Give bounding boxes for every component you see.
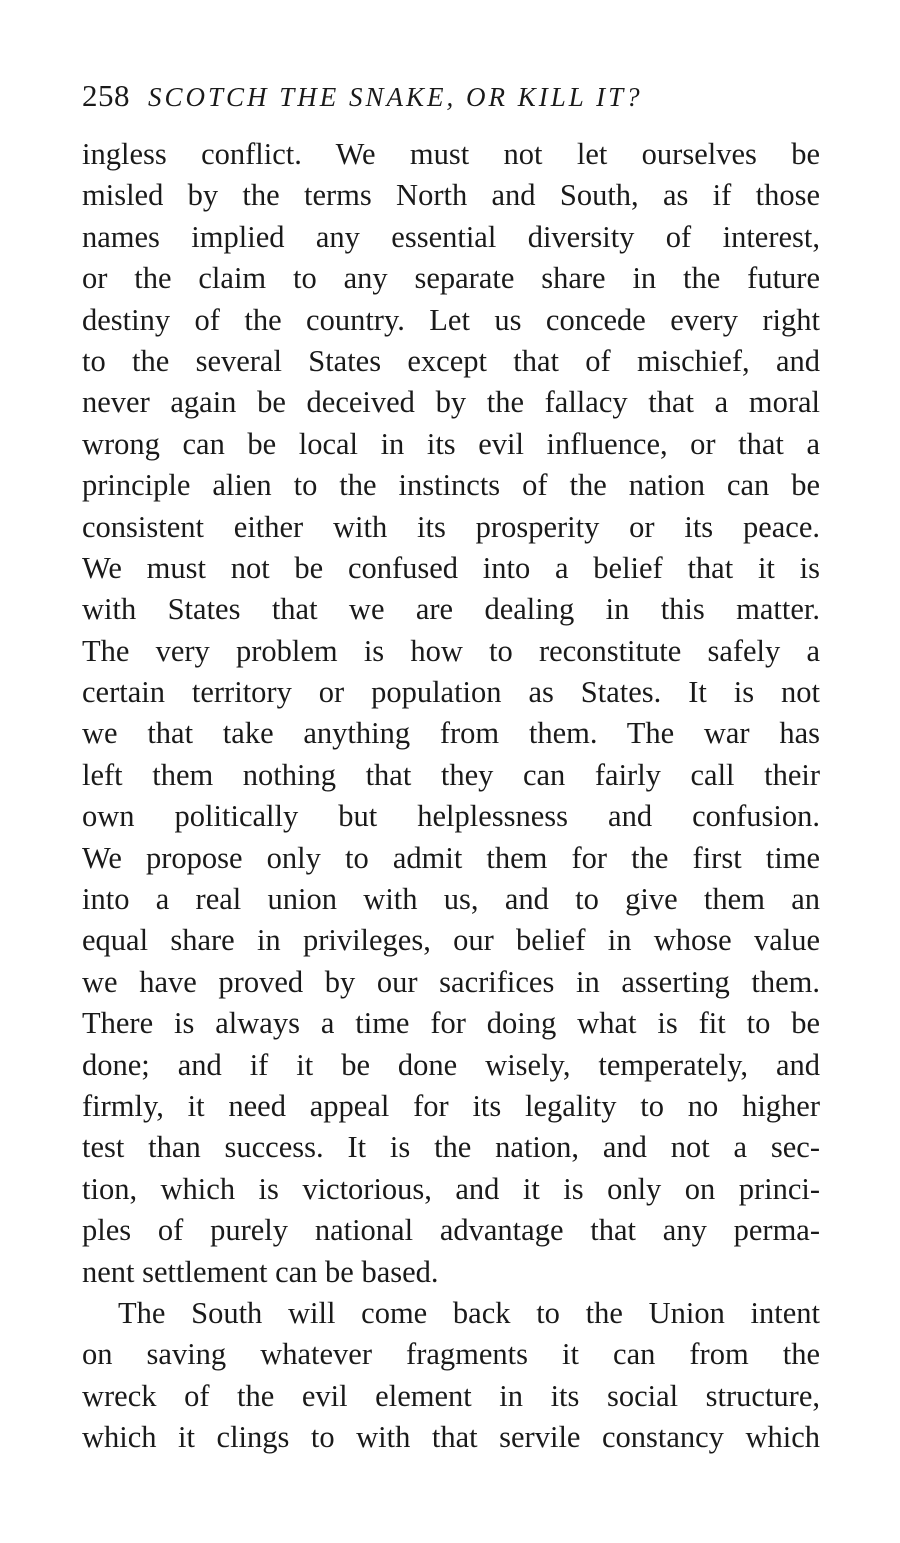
text-line: with States that we are dealing in this matter. [82, 592, 820, 627]
text-line: we that take anything from them. The war has [82, 716, 820, 751]
text-line: The very problem is how to reconstitute safely a [82, 633, 820, 668]
text-line: principle alien to the instincts of the nation can be [82, 468, 820, 503]
paragraph-2 [82, 1293, 820, 1459]
text-line: into a real union with us, and to give them an [82, 882, 820, 917]
text-line: certain territory or population as States. It is not [82, 675, 820, 710]
text-line: to the several States except that of mischief, and [82, 343, 820, 378]
text-line: wrong can be local in its evil influence, or that a [82, 426, 820, 461]
text-line: on saving whatever fragments it can from the [82, 1337, 820, 1372]
running-title: SCOTCH THE SNAKE, OR KILL IT? [148, 82, 643, 112]
text-line: nent settlement can be based. [82, 1254, 439, 1289]
text-line: The South will come back to the Union intent [118, 1295, 820, 1330]
text-line: consistent either with its prosperity or its peace. [82, 509, 820, 544]
text-line: or the claim to any separate share in the future [82, 261, 820, 296]
text-line: There is always a time for doing what is fit to be [82, 1006, 820, 1041]
text-line: misled by the terms North and South, as if those [82, 178, 820, 213]
text-line: we have proved by our sacrifices in asserting them. [82, 964, 820, 999]
text-line: firmly, it need appeal for its legality to no higher [82, 1088, 820, 1123]
paragraph-1 [82, 134, 820, 1293]
text-line: own politically but helplessness and confusion. [82, 799, 820, 834]
text-line: destiny of the country. Let us concede every right [82, 302, 820, 337]
text-line: equal share in privileges, our belief in whose value [82, 923, 820, 958]
text-line: names implied any essential diversity of interest, [82, 219, 820, 254]
text-line: ples of purely national advantage that any perma- [82, 1213, 820, 1248]
text-line: left them nothing that they can fairly call their [82, 757, 820, 792]
text-line: tion, which is victorious, and it is only on princi- [82, 1171, 820, 1206]
text-line: We must not be confused into a belief that it is [82, 550, 820, 585]
text-line: ingless conflict. We must not let ourselves be [82, 137, 820, 171]
running-head [82, 76, 822, 116]
text-line: never again be deceived by the fallacy that a moral [82, 385, 820, 420]
body-text [82, 134, 820, 1459]
text-line: wreck of the evil element in its social structure, [82, 1378, 820, 1413]
text-line: which it clings to with that servile constancy which [82, 1420, 820, 1455]
text-line: test than success. It is the nation, and not a sec- [82, 1130, 820, 1165]
page-number: 258 [82, 78, 130, 113]
text-line: We propose only to admit them for the first time [82, 840, 820, 875]
text-line: done; and if it be done wisely, temperately, and [82, 1047, 820, 1082]
